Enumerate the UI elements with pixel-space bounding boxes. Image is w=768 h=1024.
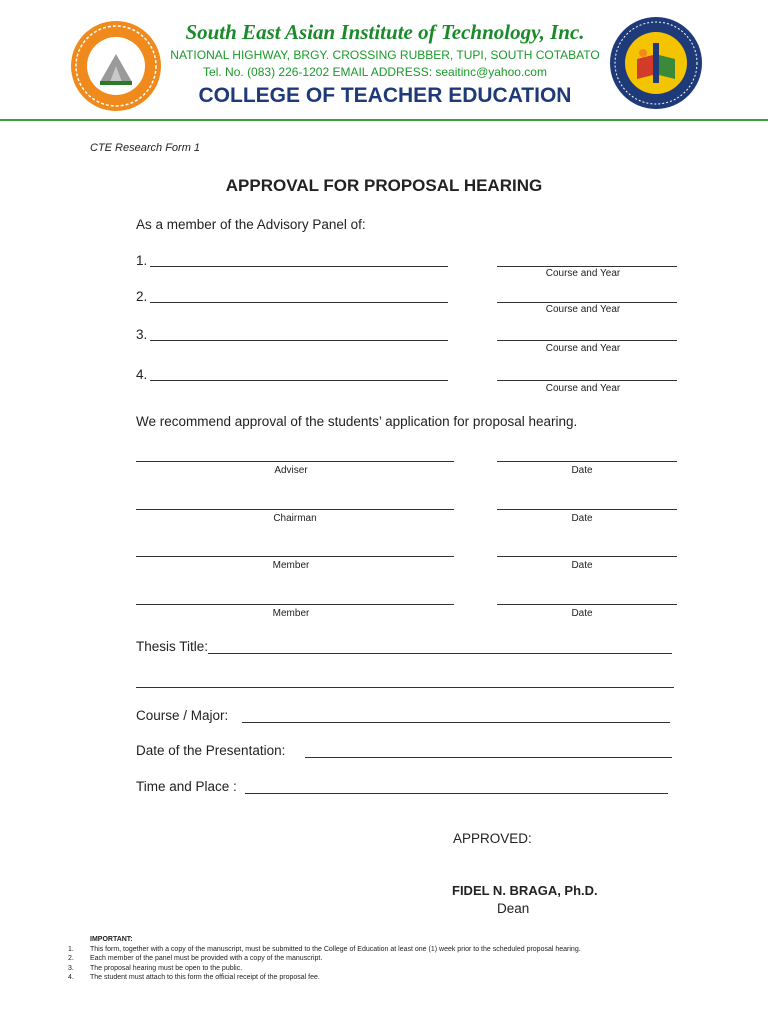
course-year-line[interactable] [497,380,677,381]
course-year-caption: Course and Year [545,268,621,279]
note-item [68,954,581,964]
recommend-text: We recommend approval of the students’ application for proposal hearing. [136,414,578,429]
note-text: Each member of the panel must be provided with a copy of the manuscript. [90,955,323,962]
student-name-line[interactable] [150,302,448,303]
course-year-caption: Course and Year [545,343,621,354]
note-text: The proposal hearing must be open to the public. [90,964,243,972]
course-year-line[interactable] [497,266,677,267]
dean-title: Dean [497,901,530,916]
date-line[interactable] [497,604,677,605]
note-text: This form, together with a copy of the manuscript, must be submitted to the College of Education at least one (1) week prior to the scheduled proposal hearing. [90,945,581,953]
row-number: 2. [136,289,148,304]
student-name-line[interactable] [150,380,448,381]
form-number: CTE Research Form 1 [90,142,201,154]
date-line[interactable] [497,509,677,510]
note-number: 4. [68,974,74,981]
signatory-role: Member [272,560,310,571]
date-presentation-label: Date of the Presentation: [136,743,286,758]
note-item [68,973,581,983]
student-name-line[interactable] [150,266,448,267]
note-text: The student must attach to this form the official receipt of the proposal fee. [90,974,320,981]
signature-line[interactable] [136,604,454,605]
course-year-line[interactable] [497,340,677,341]
date-line[interactable] [497,556,677,557]
school-address: NATIONAL HIGHWAY, BRGY. CROSSING RUBBER, TUPI, SOUTH COTABATO [170,48,600,62]
signature-line[interactable] [136,461,454,462]
school-name: South East Asian Institute of Technology, Inc. [185,20,585,44]
note-item [68,964,581,974]
notes-heading: IMPORTANT: [90,936,133,943]
school-seal-left [70,20,162,112]
panel-intro: As a member of the Advisory Panel of: [136,217,366,232]
note-item [68,945,581,955]
signatory-role: Member [272,608,310,619]
row-number: 4. [136,367,148,382]
date-caption: Date [571,513,593,524]
note-number: 3. [68,964,74,972]
note-number: 2. [68,955,74,962]
signatory-role: Adviser [274,465,308,476]
course-year-caption: Course and Year [545,383,621,394]
thesis-title-line-2[interactable] [136,687,674,688]
important-notes [68,935,581,983]
time-place-label: Time and Place : [136,779,237,794]
school-contact: Tel. No. (083) 226-1202 EMAIL ADDRESS: seaitinc@yahoo.com [203,65,547,79]
student-name-line[interactable] [150,340,448,341]
college-seal-right [609,15,703,111]
header-divider [0,119,768,121]
course-year-line[interactable] [497,302,677,303]
row-number: 3. [136,327,148,342]
date-caption: Date [571,560,593,571]
course-major-label: Course / Major: [136,708,229,723]
form-title: APPROVAL FOR PROPOSAL HEARING [225,176,543,195]
college-name: COLLEGE OF TEACHER EDUCATION [198,84,572,107]
thesis-title-label: Thesis Title: [136,639,209,654]
note-number: 1. [68,945,74,953]
course-year-caption: Course and Year [545,304,621,315]
dean-name: FIDEL N. BRAGA, Ph.D. [452,883,598,898]
date-caption: Date [571,465,593,476]
thesis-title-line[interactable] [208,653,672,654]
signature-line[interactable] [136,509,454,510]
signatory-role: Chairman [273,513,317,524]
date-presentation-line[interactable] [305,757,672,758]
date-caption: Date [571,608,593,619]
approved-label: APPROVED: [453,831,532,846]
signature-line[interactable] [136,556,454,557]
course-major-line[interactable] [242,722,670,723]
row-number: 1. [136,253,148,268]
time-place-line[interactable] [245,793,668,794]
date-line[interactable] [497,461,677,462]
